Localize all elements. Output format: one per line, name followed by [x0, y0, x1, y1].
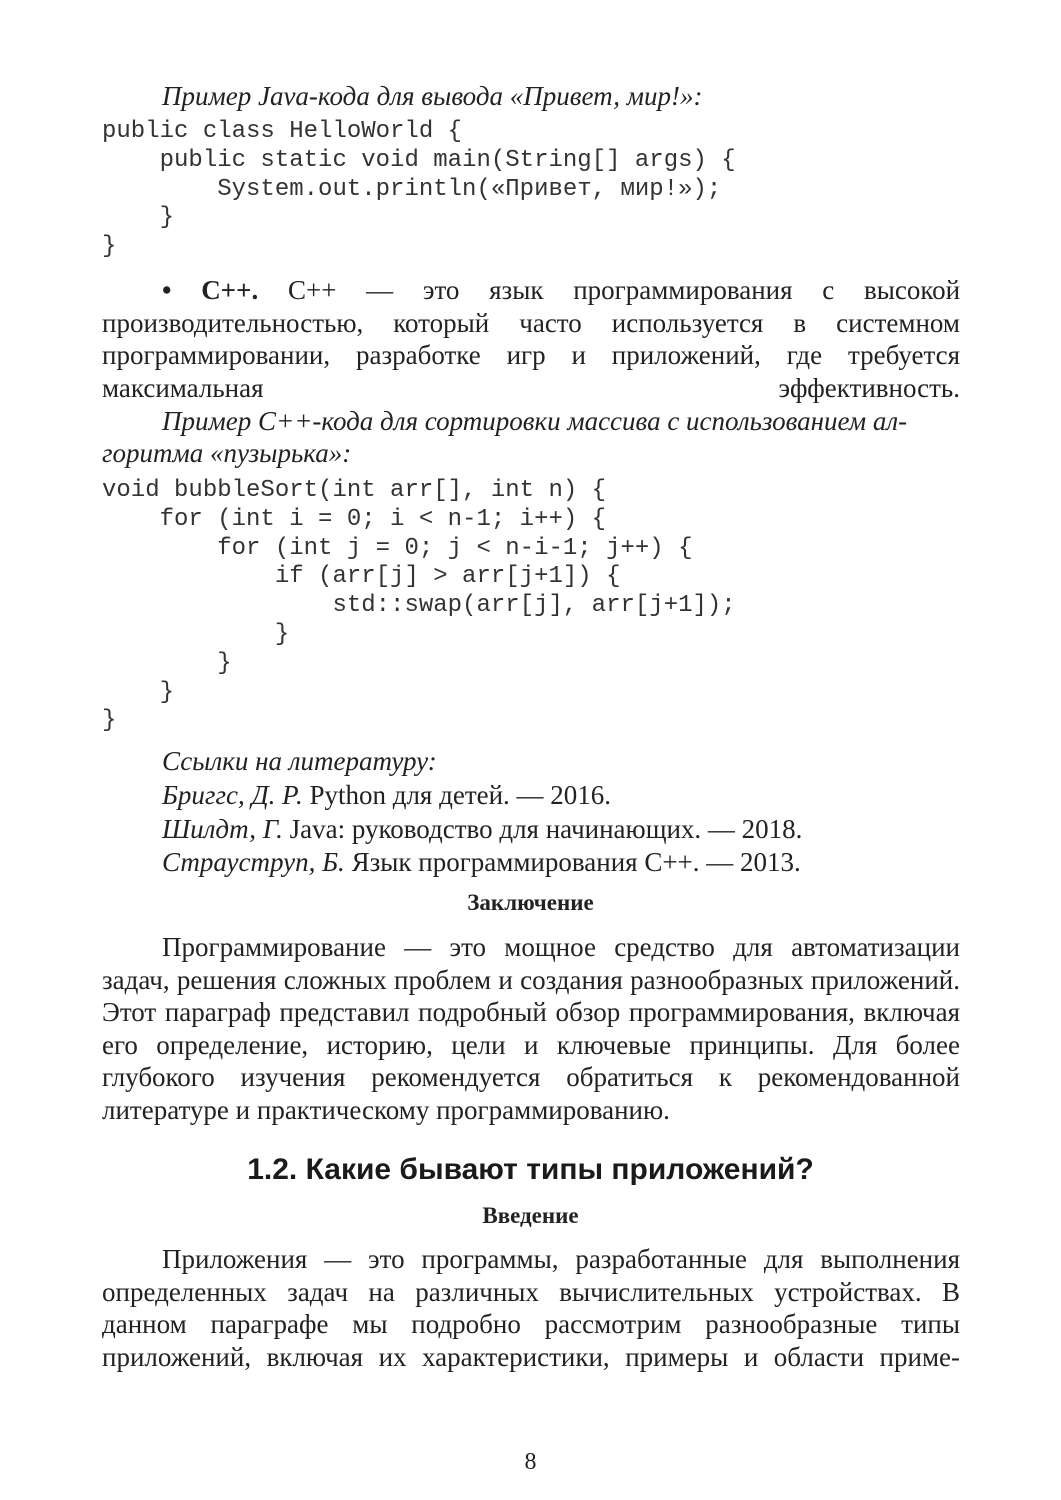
cpp-description-paragraph [102, 274, 960, 404]
page-number: 8 [524, 1449, 537, 1475]
reference-item [162, 779, 611, 811]
reference-item [162, 813, 802, 845]
conclusion-heading: Заключение [467, 890, 594, 915]
reference-item [162, 846, 801, 878]
cpp-example-caption-line1: Пример С++-кода для сортировки массива с использованием ал- [162, 406, 908, 436]
cpp-term: С++. [201, 275, 259, 305]
cpp-description: С++ — это язык программирования с высокой производительностью, который часто используется в системном программировании, разработке игр и приложений, где требуется максимальная эффективность. [102, 275, 961, 403]
cpp-code-block: void bubbleSort(int arr[], int n) { for (int i = 0; i < n-1; i++) { for (int j = 0; j < n-i-1; j++) { if (arr[j] > arr[j+1]) { std::swap(arr[j], arr[j+1]); } } } } [102, 477, 736, 735]
bullet-marker: • [162, 275, 172, 305]
reference-author: Шилдт, Г. [162, 814, 283, 844]
cpp-example-caption-line2: горитма «пузырька»: [102, 438, 352, 468]
reference-title: Java: руководство для начинающих. — 2018. [282, 814, 803, 844]
intro-paragraph: Приложения — это программы, разработанные для выполнения определенных задач на различных вычислительных устройствах. В данном параграфе мы подробно рассмотрим разнообразные типы приложений, включая их характеристики, примеры и области приме- [102, 1244, 960, 1372]
references-heading: Ссылки на литературу: [162, 746, 437, 776]
intro-heading: Введение [482, 1203, 579, 1228]
conclusion-paragraph: Программирование — это мощное средство для автоматизации задач, решения сложных проблем и создания разнообразных приложений. Этот параграф представил подробный обзор программирования, включая его определение, историю, цели и ключевые принципы. Для более глубокого изучения рекомендуется обратиться к рекомендованной литературе и практическому программированию. [102, 932, 960, 1125]
reference-author: Бриггс, Д. Р. [162, 780, 303, 810]
java-example-caption: Пример Java-кода для вывода «Привет, мир!»: [162, 81, 703, 111]
section-title: 1.2. Какие бывают типы приложений? [247, 1153, 814, 1186]
java-code-block: public class HelloWorld { public static void main(String[] args) { System.out.println(«Привет, мир!»); } } [102, 118, 736, 261]
reference-author: Страуструп, Б. [162, 847, 345, 877]
reference-title: Язык программирования С++. — 2013. [344, 847, 801, 877]
reference-title: Python для детей. — 2016. [302, 780, 612, 810]
